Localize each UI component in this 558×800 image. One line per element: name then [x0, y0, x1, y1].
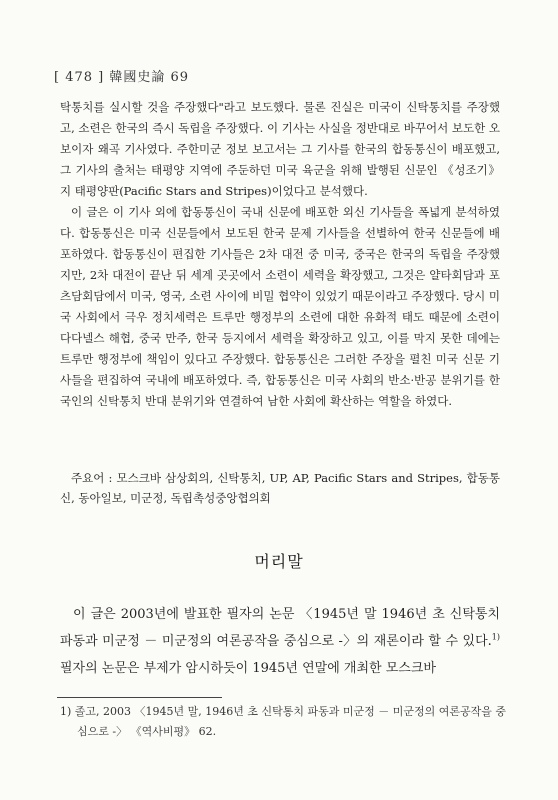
- running-head: [ 478 ] 韓國史論 69: [54, 70, 190, 85]
- body-paragraph: [60, 601, 500, 682]
- footnote-divider: [57, 697, 222, 698]
- footnote: 1) 졸고, 2003 〈1945년 말, 1946년 초 신탁통치 파동과 미군정 － 미군정의 여론공작을 중심으로 -〉 《역사비평》 62.: [60, 705, 506, 738]
- abstract: [60, 97, 500, 412]
- footnote-marker[interactable]: 1): [491, 632, 500, 642]
- abstract-paragraph-2: 이 글은 이 기사 외에 합동통신이 국내 신문에 배포한 외신 기사들을 폭넓게 분석하였다. 합동통신은 미국 신문들에서 보도된 한국 문제 기사들을 선별하여 한국 신문들에 배포하였다. 합동통신이 편집한 기사들은 2차 대전 중 미국, 중국은 한국의 독립을 주장했지만, 2차 대전이 끝난 뒤 세계 곳곳에서 소련이 세력을 확장했고, 그것은 얄타회담과 포츠담회담에서 미국, 영국, 소련 사이에 비밀 협약이 있었기 때문이라고 주장했다. 당시 미국 사회에서 극우 정치세력은 트루만 행정부의 소련에 대한 유화적 태도 때문에 소련이 다다넬스 해협, 중국 만주, 한국 등지에서 세력을 확장하고 있고, 이를 막지 못한 데에는 트루만 행정부에 책임이 있다고 주장했다. 합동통신은 그러한 주장을 펼친 미국 신문 기사들을 편집하여 국내에 배포하였다. 즉, 합동통신은 미국 사회의 반소·반공 분위기를 한국인의 신탁통치 반대 분위기와 연결하여 남한 사회에 확산하는 역할을 하였다.: [60, 205, 500, 408]
- body-text-before-note: 이 글은 2003년에 발표한 필자의 논문 〈1945년 말 1946년 초 신탁통치 파동과 미군정 － 미군정의 여론공작을 중심으로 -〉의 재론이라 할 수 있다.: [60, 607, 500, 649]
- body-text-after-note: 필자의 논문은 부제가 암시하듯이 1945년 연말에 개최한 모스크바: [60, 661, 436, 676]
- abstract-paragraph-1: 탁통치를 실시할 것을 주장했다"라고 보도했다. 물론 진실은 미국이 신탁통치를 주장했고, 소련은 한국의 즉시 독립을 주장했다. 이 기사는 사실을 정반대로 바꾸어서 보도한 오보이자 왜곡 기사였다. 주한미군 정보 보고서는 그 기사를 한국의 합동통신이 배포했고, 그 기사의 출처는 태평양 지역에 주둔하던 미국 육군을 위해 발행된 신문인 《성조기》지 태평양판(Pacific Stars and Stripes)이었다고 분석했다.: [60, 100, 500, 198]
- section-title: 머리말: [254, 552, 304, 571]
- keywords: 주요어 : 모스크바 삼상회의, 신탁통치, UP, AP, Pacific Stars and Stripes, 합동통신, 동아일보, 미군정, 독립촉성중앙협의회: [60, 471, 500, 505]
